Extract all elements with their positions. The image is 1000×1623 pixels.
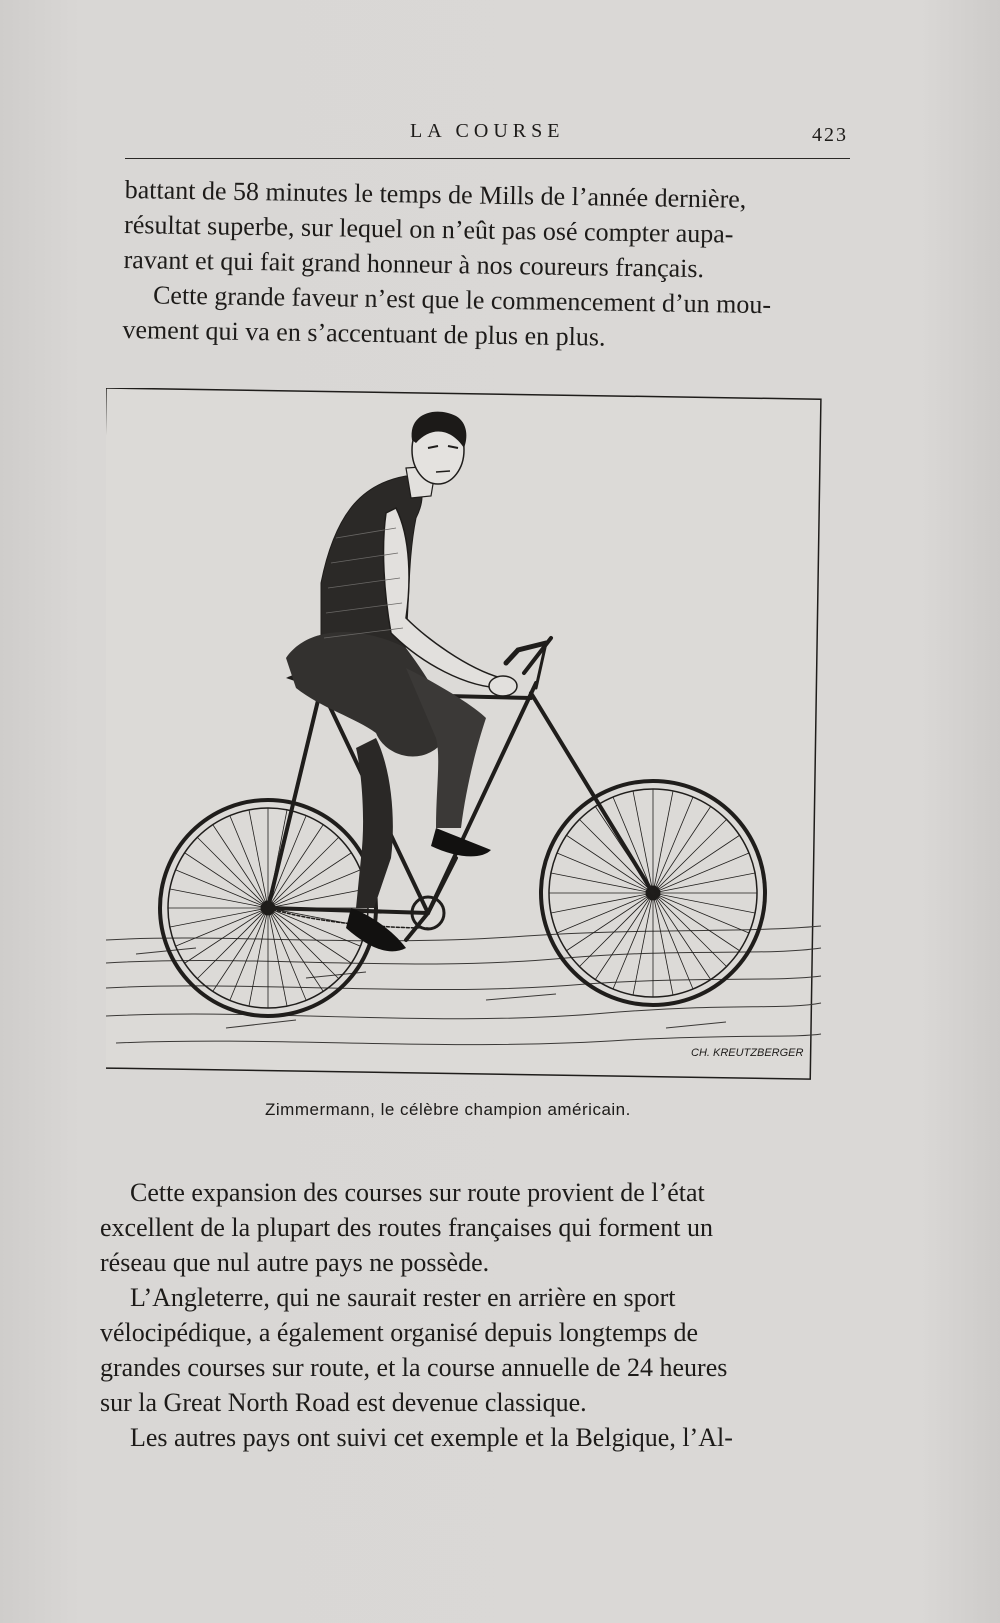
page-number: 423 — [812, 124, 848, 146]
text-line: réseau que nul autre pays ne possède. — [100, 1248, 490, 1277]
text-line: vélocipédique, a également organisé depuis longtemps de — [100, 1318, 699, 1347]
top-paragraph — [122, 172, 850, 358]
text-line: L’Angleterre, qui ne saurait rester en arrière en sport — [130, 1283, 676, 1312]
text-line: ravant et qui fait grand honneur à nos coureurs français. — [123, 244, 705, 284]
text-line: résultat superbe, sur lequel on n’eût pas osé compter aupa- — [123, 209, 734, 249]
running-title: LA COURSE — [410, 120, 565, 142]
text-line: excellent de la plupart des routes françaises qui forment un — [100, 1213, 713, 1242]
text-line: Les autres pays ont suivi cet exemple et la Belgique, l’Al- — [130, 1423, 733, 1452]
text-line: vement qui va en s’accentuant de plus en plus. — [122, 314, 606, 352]
engraving-illustration — [106, 388, 836, 1088]
figure-caption: Zimmermann, le célèbre champion américain. — [265, 1100, 631, 1119]
text-line: battant de 58 minutes le temps de Mills de l’année dernière, — [124, 174, 747, 214]
text-line: grandes courses sur route, et la course annuelle de 24 heures — [100, 1353, 728, 1382]
page-header — [125, 118, 850, 159]
text-line: Cette expansion des courses sur route provient de l’état — [130, 1178, 705, 1207]
cyclist-engraving — [106, 388, 836, 1088]
text-line: Cette grande faveur n’est que le commencement d’un mou- — [152, 280, 772, 320]
bottom-paragraph — [100, 1175, 830, 1455]
text-line: sur la Great North Road est devenue classique. — [100, 1388, 587, 1417]
engraver-signature: CH. KREUTZBERGER — [691, 1047, 804, 1059]
